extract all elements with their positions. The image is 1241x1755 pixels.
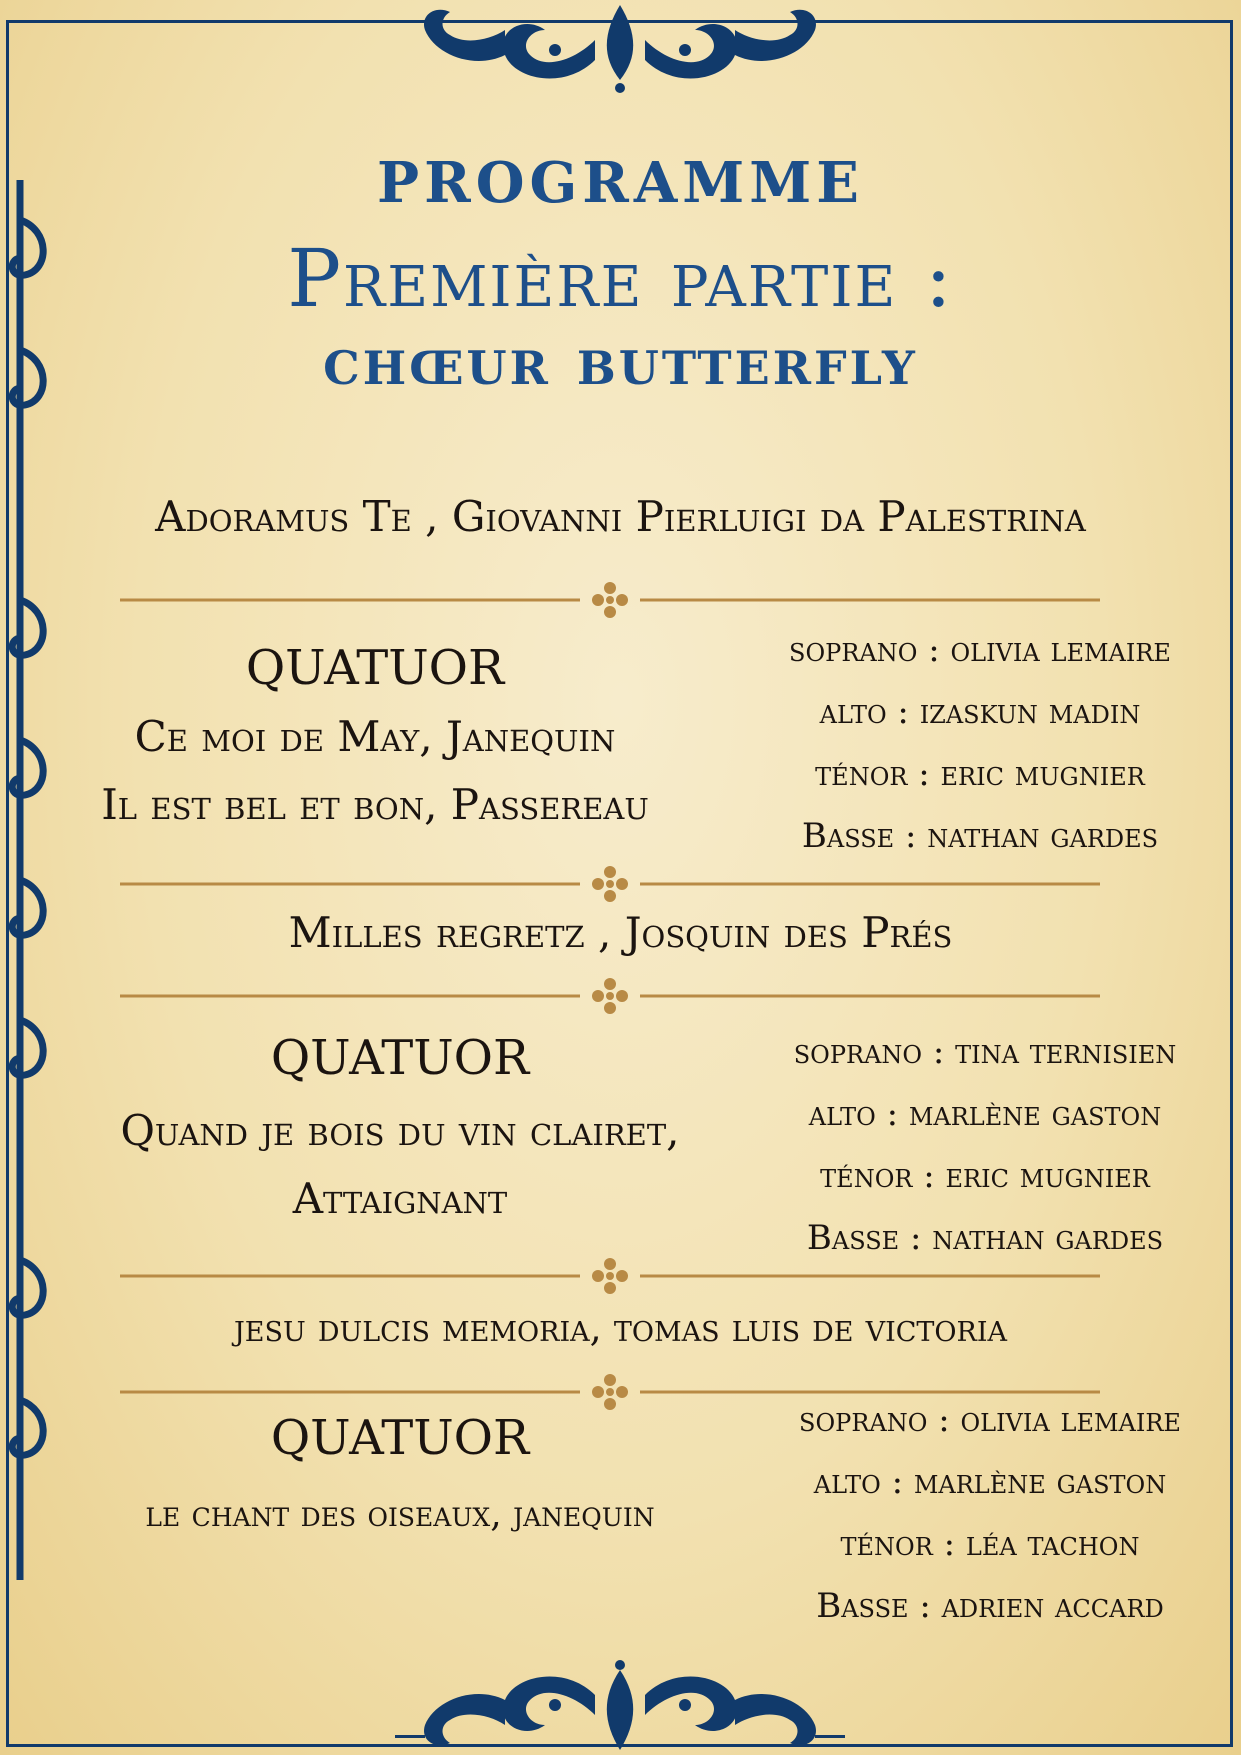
piece-adoramus: Adoramus Te , Giovanni Pierluigi da Palestrina: [155, 492, 1086, 541]
cast-member: ténor : eric mugnier: [820, 1156, 1150, 1196]
cast-member: Basse : nathan gardes: [801, 816, 1159, 856]
fleur-divider-icon: [120, 864, 1100, 904]
cast-member: ténor : eric mugnier: [815, 754, 1145, 794]
quartet-work: Quand je bois du vin clairet,: [120, 1106, 680, 1155]
programme-heading: PROGRAMME: [377, 150, 864, 216]
cast-member: soprano : olivia lemaire: [799, 1400, 1181, 1440]
cast-member: alto : marlène gaston: [808, 1094, 1162, 1134]
part-title: Première partie :: [287, 232, 954, 325]
fleur-divider-icon: [120, 1256, 1100, 1296]
fleur-divider-icon: [120, 976, 1100, 1016]
cast-member: soprano : tina ternisien: [793, 1032, 1177, 1072]
cast-member: alto : marlène gaston: [813, 1462, 1167, 1502]
cast-member: alto : izaskun madin: [819, 692, 1141, 732]
cast-member: Basse : nathan gardes: [806, 1218, 1164, 1258]
cast-member: ténor : léa tachon: [840, 1524, 1140, 1564]
quartet-work: Ce moi de May, Janequin: [134, 712, 616, 761]
quartet-label: QUATUOR: [245, 640, 505, 696]
quartet-label: QUATUOR: [270, 1410, 530, 1466]
quartet-work: le chant des oiseaux, janequin: [145, 1494, 655, 1535]
piece-milles-regretz: Milles regretz , Josquin des Prés: [288, 908, 953, 957]
cast-member: Basse : adrien accard: [816, 1586, 1164, 1626]
quartet-work: Il est bel et bon, Passereau: [101, 780, 649, 829]
quartet-label: QUATUOR: [270, 1030, 530, 1086]
piece-jesu-dulcis: jesu dulcis memoria, tomas luis de victoria: [233, 1306, 1008, 1350]
fleur-divider-icon: [120, 580, 1100, 620]
top-scroll-ornament-icon: [395, 0, 845, 95]
quartet-work: Attaignant: [292, 1174, 508, 1223]
bottom-scroll-ornament-icon: [395, 1655, 845, 1755]
choir-title: chœur butterfly: [323, 322, 918, 400]
cast-member: soprano : olivia lemaire: [789, 630, 1171, 670]
